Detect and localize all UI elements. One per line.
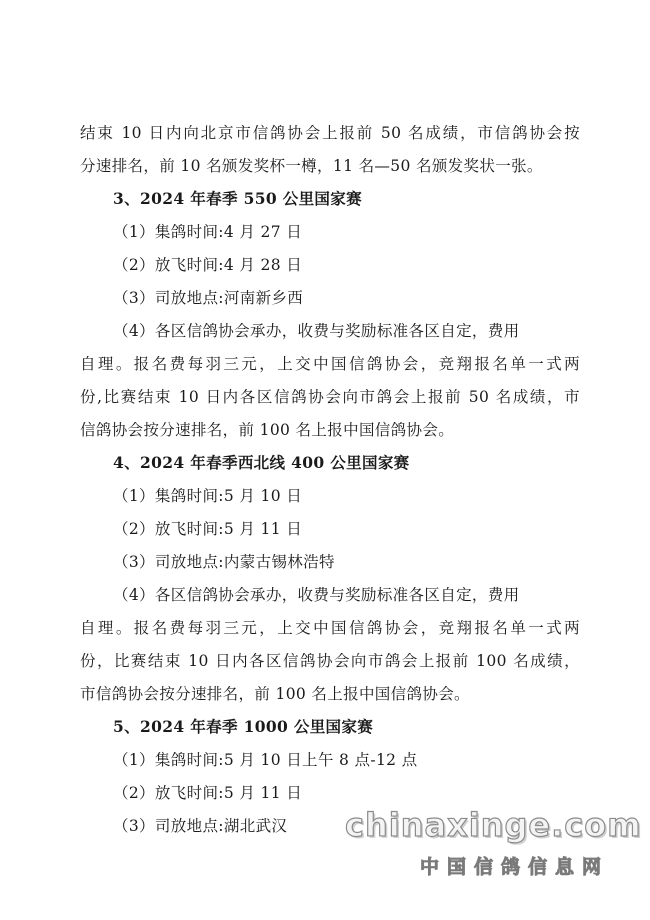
list-item: （4）各区信鸽协会承办，收费与奖励标准各区自定，费用 bbox=[113, 586, 520, 604]
list-item: （1）集鸽时间:4 月 27 日 bbox=[113, 223, 303, 241]
section-heading: 5、2024 年春季 1000 公里国家赛 bbox=[113, 717, 374, 736]
paragraph-line: 分速排名，前 10 名颁发奖杯一樽，11 名—50 名颁发奖状一张。 bbox=[80, 157, 543, 175]
list-item: （2）放飞时间:4 月 28 日 bbox=[113, 256, 303, 274]
list-item: （1）集鸽时间:5 月 10 日 bbox=[113, 487, 303, 505]
watermark-domain: chinaxinge.com bbox=[345, 806, 642, 844]
section-heading: 3、2024 年春季 550 公里国家赛 bbox=[113, 189, 362, 208]
paragraph-line: 自理。报名费每羽三元，上交中国信鸽协会，竞翔报名单一式两 bbox=[80, 355, 580, 373]
paragraph-line: 信鸽协会按分速排名，前 100 名上报中国信鸽协会。 bbox=[80, 421, 455, 439]
paragraph-line: 份,比赛结束 10 日内各区信鸽协会向市鸽会上报前 50 名成绩，市 bbox=[80, 388, 580, 406]
list-item: （3）司放地点:内蒙古锡林浩特 bbox=[113, 553, 335, 571]
paragraph-line: 份，比赛结束 10 日内各区信鸽协会向市鸽会上报前 100 名成绩， bbox=[80, 652, 580, 670]
list-item: （4）各区信鸽协会承办，收费与奖励标准各区自定，费用 bbox=[113, 322, 520, 340]
paragraph-line: 自理。报名费每羽三元，上交中国信鸽协会，竞翔报名单一式两 bbox=[80, 619, 580, 637]
list-item: （2）放飞时间:5 月 11 日 bbox=[113, 784, 303, 802]
list-item: （3）司放地点:河南新乡西 bbox=[113, 289, 304, 307]
paragraph-line: 结束 10 日内向北京市信鸽协会上报前 50 名成绩，市信鸽协会按 bbox=[80, 124, 580, 142]
list-item: （2）放飞时间:5 月 11 日 bbox=[113, 520, 303, 538]
paragraph-line: 市信鸽协会按分速排名，前 100 名上报中国信鸽协会。 bbox=[80, 685, 470, 703]
list-item: （1）集鸽时间:5 月 10 日上午 8 点-12 点 bbox=[113, 751, 418, 769]
section-heading: 4、2024 年春季西北线 400 公里国家赛 bbox=[113, 453, 410, 472]
watermark-site-name: 中国信鸽信息网 bbox=[420, 856, 610, 878]
list-item: （3）司放地点:湖北武汉 bbox=[113, 817, 288, 835]
